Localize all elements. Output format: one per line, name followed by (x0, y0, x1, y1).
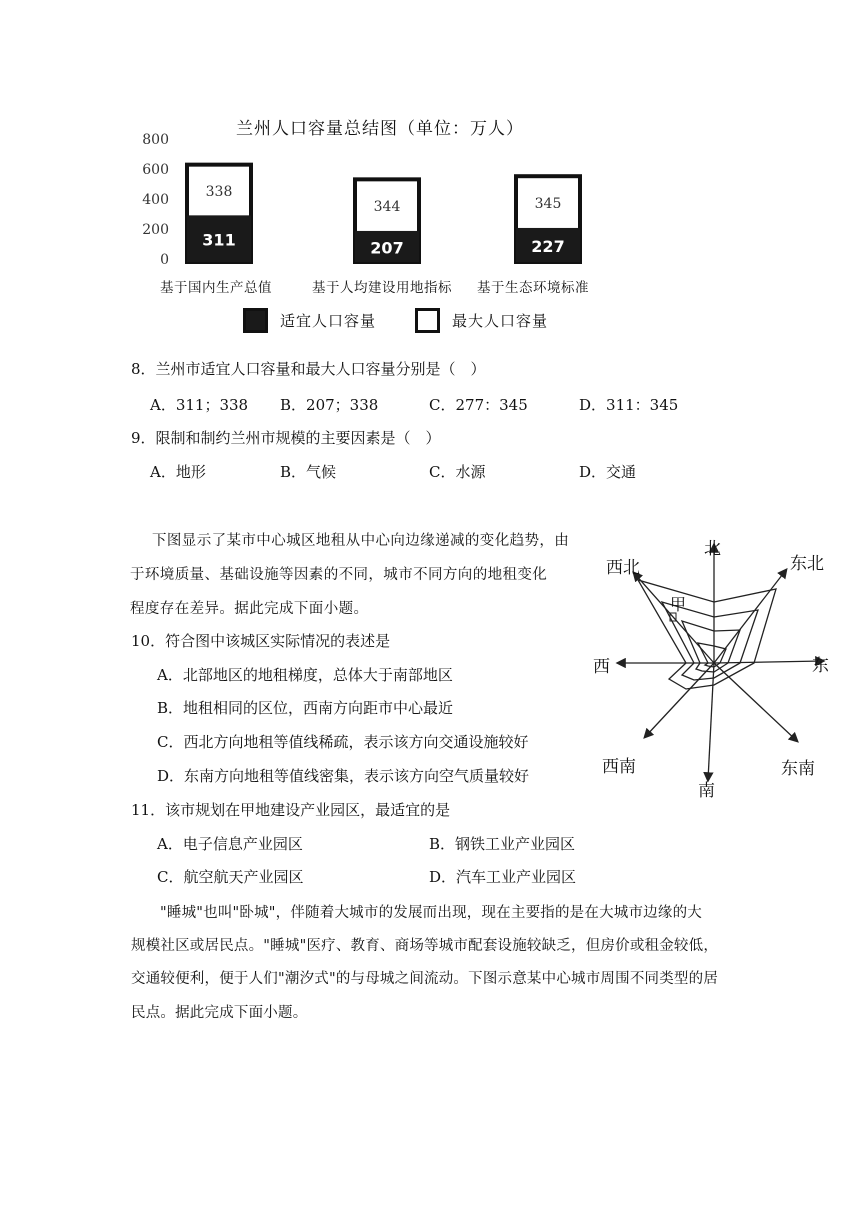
q8-option-b[interactable]: B．207；338 (280, 396, 379, 414)
intro-paragraph-line: 民点。据此完成下面小题。 (131, 1005, 308, 1021)
compass-northeast: 东北 (790, 554, 824, 574)
legend-label-suitable: 适宜人口容量 (280, 312, 377, 330)
category-label: 基于人均建设用地指标 (312, 280, 452, 296)
q9-option-d[interactable]: D．交通 (579, 463, 637, 481)
category-label: 基于国内生产总值 (160, 280, 272, 296)
bar-value-label-max: 345 (534, 196, 562, 213)
legend-swatch-max (415, 308, 440, 333)
legend-swatch-suitable (243, 308, 268, 333)
y-tick-label: 600 (142, 162, 169, 178)
q11-option-c[interactable]: C．航空航天产业园区 (157, 868, 304, 886)
intro-paragraph-line: 于环境质量、基础设施等因素的不同，城市不同方向的地租变化 (130, 567, 548, 583)
y-tick-label: 0 (160, 252, 169, 268)
q9-option-c[interactable]: C．水源 (429, 463, 486, 481)
intro-paragraph-line: 下图显示了某市中心城区地租从中心向边缘递减的变化趋势，由 (152, 533, 570, 549)
bar-value-label-suitable: 227 (531, 236, 565, 256)
bar-chart (0, 0, 860, 300)
q8-option-c[interactable]: C．277：345 (429, 396, 528, 414)
intro-paragraph-line: 程度存在差异。据此完成下面小题。 (130, 601, 369, 617)
q8-option-d[interactable]: D．311：345 (579, 396, 679, 414)
compass-east: 东 (812, 656, 829, 676)
q11-option-b[interactable]: B．钢铁工业产业园区 (429, 835, 576, 853)
compass-west: 西 (593, 657, 610, 677)
intro-paragraph-line: "睡城"也叫"卧城"，伴随着大城市的发展而出现，现在主要指的是在大城市边缘的大 (160, 905, 702, 921)
bar-value-label-suitable: 311 (202, 230, 236, 250)
compass-northwest: 西北 (606, 558, 640, 578)
q10-option-a[interactable]: A．北部地区的地租梯度，总体大于南部地区 (157, 666, 453, 684)
q10-option-d[interactable]: D．东南方向地租等值线密集，表示该方向空气质量较好 (157, 767, 530, 785)
category-label: 基于生态环境标准 (477, 280, 589, 296)
bar-value-label-max: 338 (205, 184, 233, 200)
point-jia-label: 甲 (670, 595, 687, 614)
legend-label-max: 最大人口容量 (452, 312, 549, 330)
question-11-stem: 11．该市规划在甲地建设产业园区，最适宜的是 (131, 801, 451, 819)
compass-southeast: 东南 (781, 759, 815, 779)
question-9-stem: 9．限制和制约兰州市规模的主要因素是（ ） (131, 429, 441, 447)
y-tick-label: 800 (142, 132, 169, 148)
compass-south: 南 (698, 781, 715, 801)
q8-option-a[interactable]: A．311；338 (150, 396, 249, 414)
y-tick-label: 400 (142, 192, 169, 208)
compass-north: 北 (704, 539, 721, 559)
intro-paragraph-line: 交通较便利，便于人们"潮汐式"的与母城之间流动。下图示意某中心城市周围不同类型的居 (131, 971, 719, 987)
bar-value-label-suitable: 207 (370, 238, 404, 258)
intro-paragraph-line: 规模社区或居民点。"睡城"医疗、教育、商场等城市配套设施较缺乏，但房价或租金较低， (131, 938, 719, 954)
y-tick-label: 200 (142, 222, 169, 238)
q11-option-a[interactable]: A．电子信息产业园区 (157, 835, 303, 853)
q9-option-a[interactable]: A．地形 (150, 463, 206, 481)
bar-value-label-max: 344 (373, 199, 401, 216)
q9-option-b[interactable]: B．气候 (280, 463, 337, 481)
question-10-stem: 10．符合图中该城区实际情况的表述是 (131, 632, 391, 650)
q10-option-c[interactable]: C．西北方向地租等值线稀疏，表示该方向交通设施较好 (157, 733, 529, 751)
q11-option-d[interactable]: D．汽车工业产业园区 (429, 868, 577, 886)
compass-southwest: 西南 (602, 757, 636, 777)
q10-option-b[interactable]: B．地租相同的区位，西南方向距市中心最近 (157, 699, 454, 717)
question-8-stem: 8．兰州市适宜人口容量和最大人口容量分别是（ ） (131, 360, 486, 378)
chart-title: 兰州人口容量总结图（单位：万人） (236, 119, 524, 139)
